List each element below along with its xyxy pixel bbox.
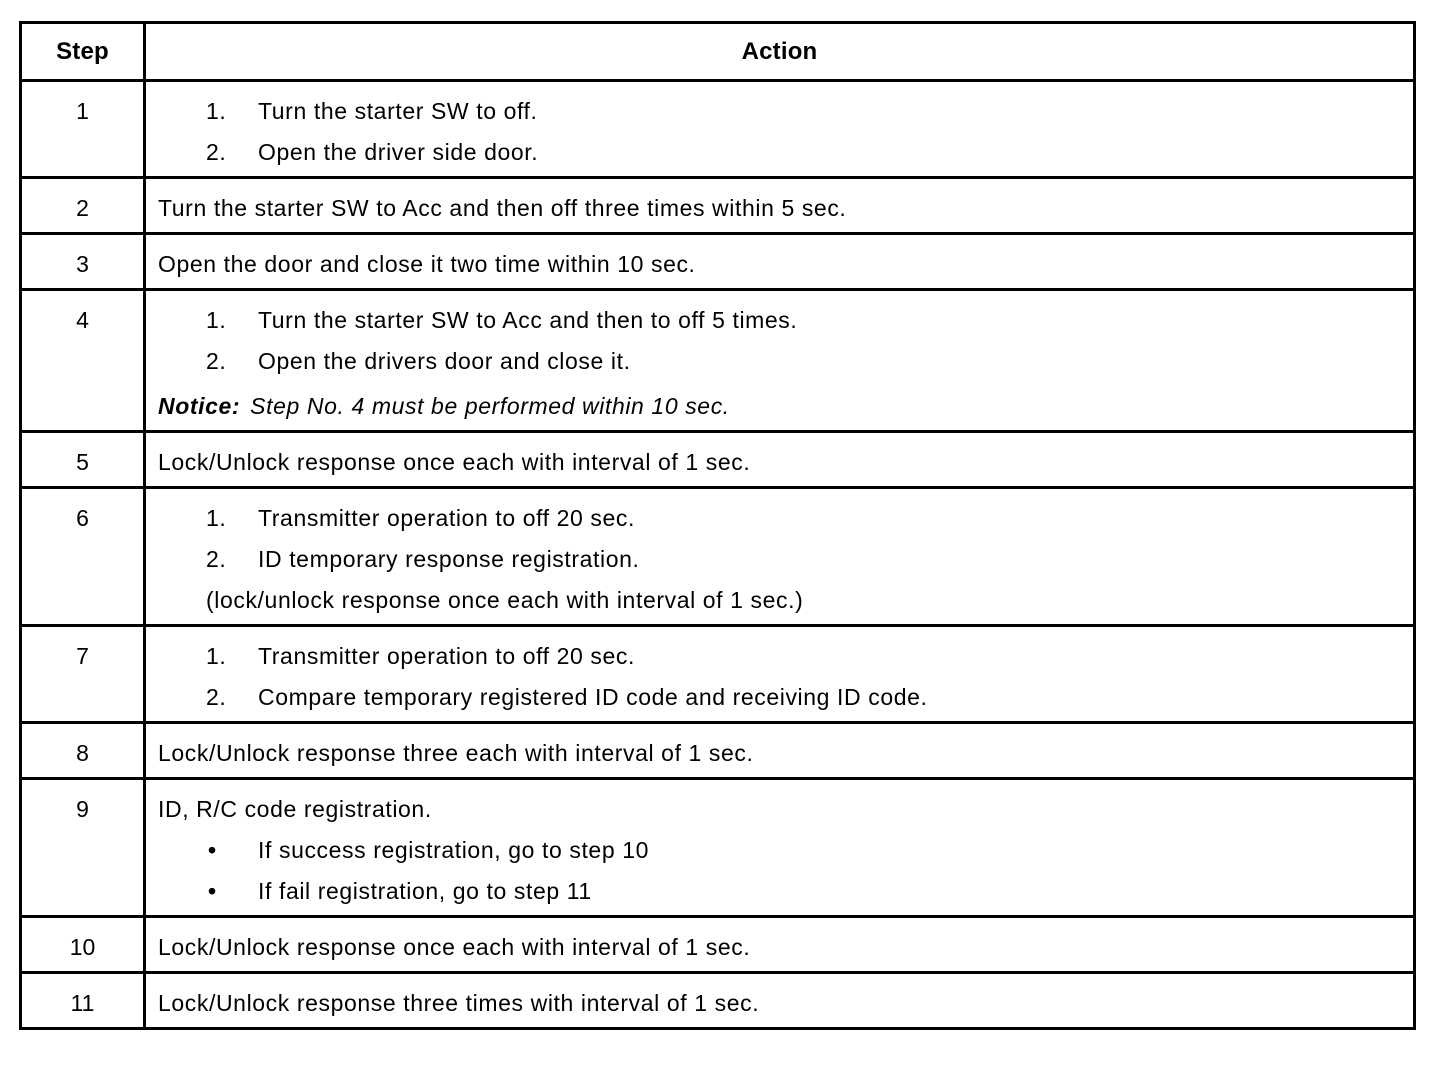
step-column-header: Step (21, 23, 145, 81)
action-cell (145, 973, 1415, 1029)
item-text: Compare temporary registered ID code and receiving ID code. (258, 684, 928, 710)
action-cell (145, 234, 1415, 290)
numbered-item (158, 546, 1401, 587)
table-row (21, 178, 1415, 234)
step-number: 6 (21, 488, 145, 626)
item-number: 1. (206, 98, 227, 124)
numbered-item (158, 348, 1401, 389)
action-cell (145, 917, 1415, 973)
numbered-item (158, 643, 1401, 684)
step-number: 8 (21, 723, 145, 779)
table-row (21, 723, 1415, 779)
table-row (21, 626, 1415, 723)
action-text: ID, R/C code registration. (158, 796, 432, 822)
numbered-item (158, 139, 1401, 166)
action-cell (145, 626, 1415, 723)
numbered-item (158, 307, 1401, 348)
step-number: 1 (21, 81, 145, 178)
step-number: 11 (21, 973, 145, 1029)
procedure-table (19, 21, 1416, 1030)
action-cell (145, 290, 1415, 432)
action-text: Lock/Unlock response three each with interval of 1 sec. (158, 740, 754, 766)
numbered-item (158, 98, 1401, 139)
step-number: 9 (21, 779, 145, 917)
item-number: 2. (206, 546, 227, 572)
action-cell (145, 488, 1415, 626)
item-number: 1. (206, 307, 227, 333)
action-cell (145, 81, 1415, 178)
bullet-icon: • (208, 878, 217, 904)
table-row (21, 973, 1415, 1029)
item-number: 2. (206, 348, 227, 374)
item-text: Open the driver side door. (258, 139, 539, 165)
table-row (21, 779, 1415, 917)
item-text: Turn the starter SW to off. (258, 98, 538, 124)
notice-text: Step No. 4 must be performed within 10 sec. (250, 393, 730, 419)
table-row (21, 917, 1415, 973)
step-number: 2 (21, 178, 145, 234)
numbered-item (158, 505, 1401, 546)
bullet-item (158, 837, 1401, 878)
action-text: Turn the starter SW to Acc and then off three times within 5 sec. (158, 195, 847, 221)
item-text: ID temporary response registration. (258, 546, 640, 572)
action-cell (145, 723, 1415, 779)
item-text: Open the drivers door and close it. (258, 348, 631, 374)
table-row (21, 81, 1415, 178)
step-number: 7 (21, 626, 145, 723)
item-number: 2. (206, 684, 227, 710)
item-text: Transmitter operation to off 20 sec. (258, 643, 635, 669)
notice-label: Notice: (158, 393, 241, 419)
bullet-icon: • (208, 837, 217, 863)
action-cell (145, 779, 1415, 917)
step-number: 3 (21, 234, 145, 290)
bullet-text: If success registration, go to step 10 (258, 837, 649, 863)
notice (158, 393, 1401, 420)
action-text: Lock/Unlock response once each with interval of 1 sec. (158, 934, 751, 960)
table-row (21, 432, 1415, 488)
action-column-header: Action (145, 23, 1415, 81)
numbered-item (158, 684, 1401, 711)
action-cell (145, 178, 1415, 234)
item-text: Transmitter operation to off 20 sec. (258, 505, 635, 531)
bullet-text: If fail registration, go to step 11 (258, 878, 592, 904)
bullet-item (158, 878, 1401, 905)
action-text: Lock/Unlock response three times with interval of 1 sec. (158, 990, 760, 1016)
item-text: Turn the starter SW to Acc and then to off 5 times. (258, 307, 798, 333)
item-number: 1. (206, 505, 227, 531)
table-row (21, 234, 1415, 290)
table-row (21, 290, 1415, 432)
sub-note: (lock/unlock response once each with interval of 1 sec.) (206, 587, 804, 613)
step-number: 10 (21, 917, 145, 973)
action-text: Open the door and close it two time within 10 sec. (158, 251, 696, 277)
item-number: 1. (206, 643, 227, 669)
action-cell (145, 432, 1415, 488)
action-text: Lock/Unlock response once each with interval of 1 sec. (158, 449, 751, 475)
step-number: 4 (21, 290, 145, 432)
table-row (21, 488, 1415, 626)
item-number: 2. (206, 139, 227, 165)
step-number: 5 (21, 432, 145, 488)
header-row (21, 23, 1415, 81)
